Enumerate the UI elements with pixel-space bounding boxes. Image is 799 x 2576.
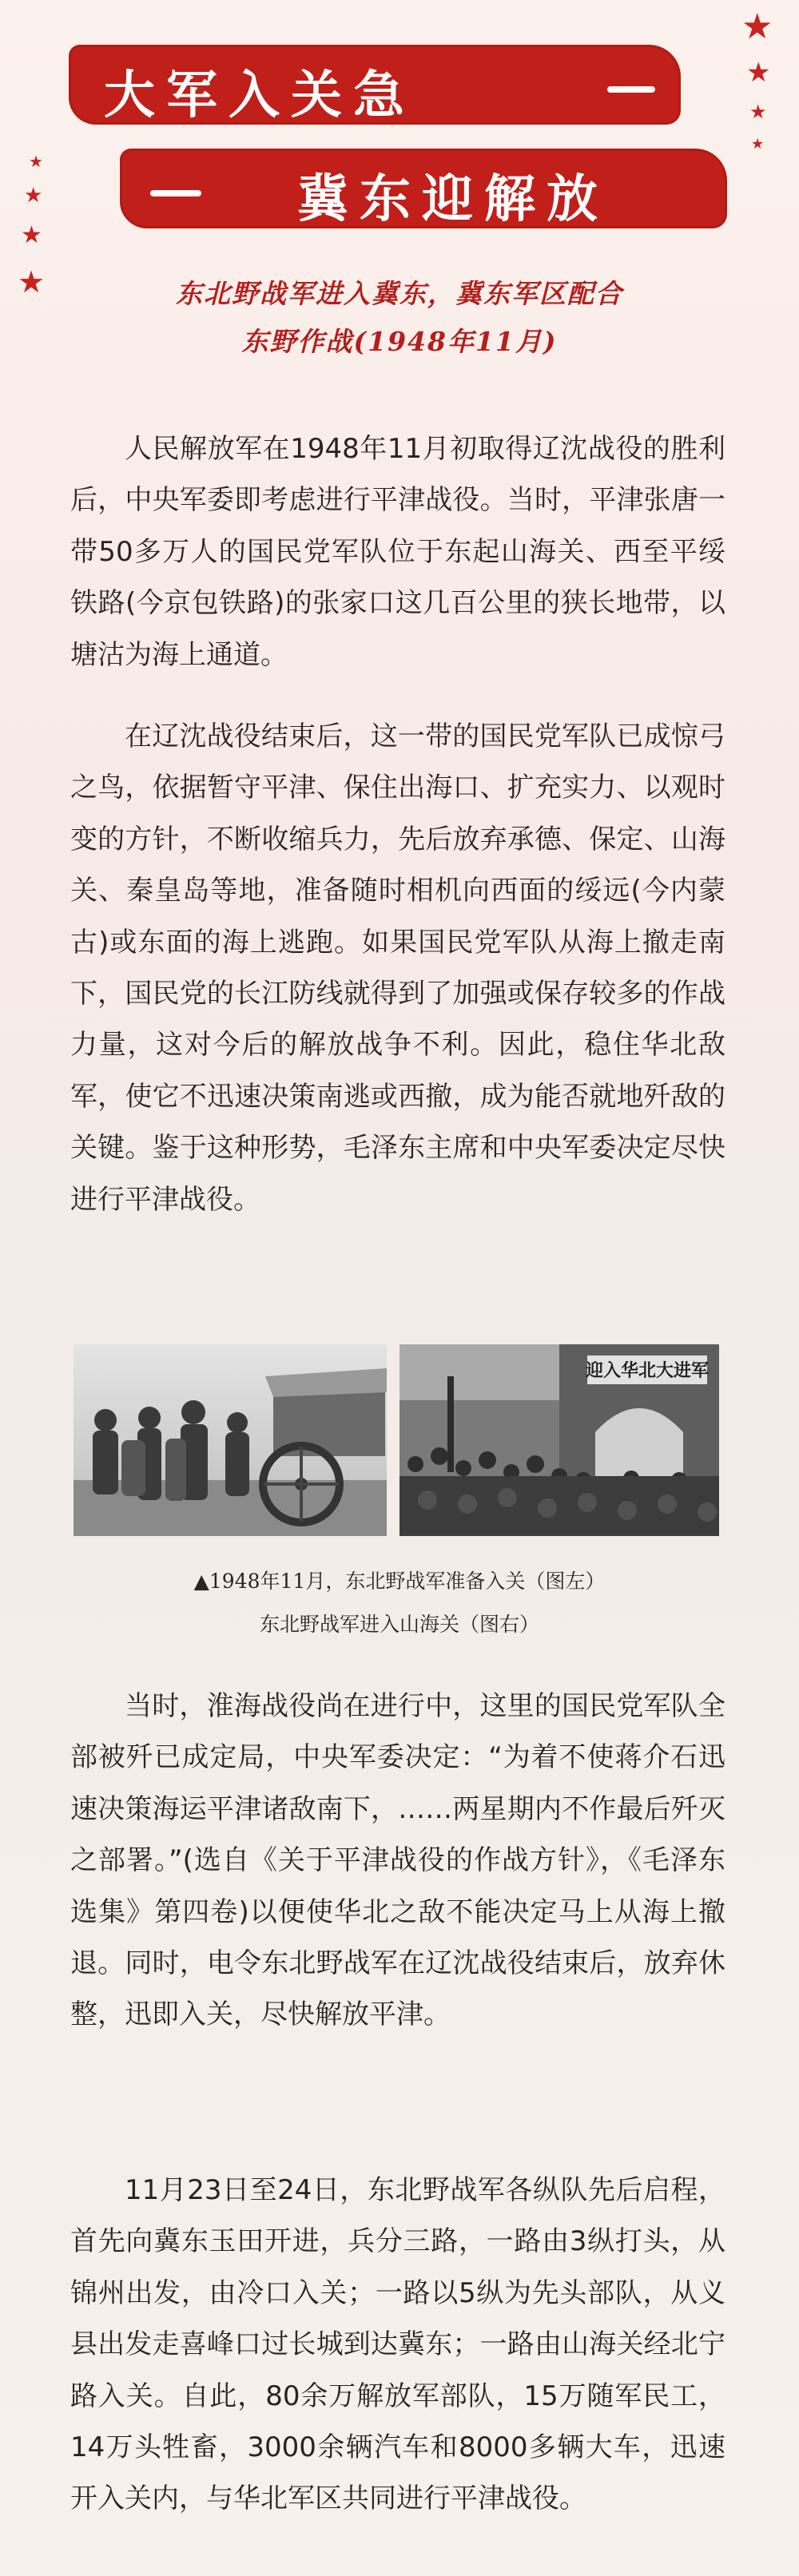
- photo-troops-preparing: [74, 1344, 387, 1536]
- star-icon: ★: [18, 264, 46, 300]
- title-line-2: 冀东迎解放: [297, 169, 609, 229]
- subtitle-line-1: 东北野战军进入冀东，冀东军区配合: [176, 278, 623, 309]
- star-icon: ★: [749, 101, 767, 123]
- star-icon: ★: [21, 221, 42, 249]
- title-banner-bottom: [120, 149, 727, 228]
- photo-caption-line-1: ▲1948年11月，东北野战军准备入关（图左）: [193, 1570, 606, 1593]
- subtitle-line-2: 东野作战(1948年11月): [241, 326, 558, 357]
- photo-caption-line-2: 东北野战军进入山海关（图右）: [259, 1613, 539, 1636]
- gate-sign: 迎入华北大进军: [585, 1361, 710, 1381]
- photo-shanhaiguan-gate: [400, 1344, 719, 1536]
- star-icon: ★: [746, 57, 771, 89]
- title-dash: [150, 190, 201, 196]
- star-icon: ★: [29, 152, 43, 171]
- star-icon: ★: [24, 184, 43, 208]
- title-banner-top: [69, 45, 681, 125]
- title-line-1: 大军入关急: [104, 65, 415, 125]
- body-paragraph: 人民解放军在1948年11月初取得辽沈战役的胜利后，中央军委即考虑进行平津战役。当时，平津张唐一带50多万人的国民党军队位于东起山海关、西至平绥铁路(今京包铁路)的张家口这几百公里的狭长地带，以塘沽为海上通道。: [70, 433, 725, 671]
- title-dash: [607, 86, 655, 93]
- body-paragraph: 当时，淮海战役尚在进行中，这里的国民党军队全部被歼已成定局，中央军委决定：“为着不使蒋介石迅速决策海运平津诸敌南下，……两星期内不作最后歼灭之部署。”(选自《关于平津战役的作战方针》，《毛泽东选集》第四卷)以便使华北之敌不能决定马上从海上撤退。同时，电令东北野战军在辽沈战役结束后，放弃休整，迅即入关，尽快解放平津。: [70, 1690, 725, 2031]
- star-icon: ★: [741, 6, 773, 47]
- star-icon: ★: [751, 136, 765, 153]
- body-paragraph: 在辽沈战役结束后，这一带的国民党军队已成惊弓之鸟，依据暂守平津、保住出海口、扩充实力、以观时变的方针，不断收缩兵力，先后放弃承德、保定、山海关、秦皇岛等地，准备随时相机向西面的绥远(今内蒙古)或东面的海上逃跑。如果国民党军队从海上撤走南下，国民党的长江防线就得到了加强或保存较多的作战力量，这对今后的解放战争不利。因此，稳住华北敌军，使它不迅速决策南逃或西撤，成为能否就地歼敌的关键。鉴于这种形势，毛泽东主席和中央军委决定尽快进行平津战役。: [70, 720, 725, 1216]
- body-paragraph: 11月23日至24日，东北野战军各纵队先后启程，首先向冀东玉田开进，兵分三路，一路由3纵打头，从锦州出发，由冷口入关；一路以5纵为先头部队，从义县出发走喜峰口过长城到达冀东；一路由山海关经北宁路入关。自此，80余万解放军部队，15万随军民工，14万头牲畜，3000余辆汽车和8000多辆大车，迅速开入关内，与华北军区共同进行平津战役。: [70, 2174, 725, 2515]
